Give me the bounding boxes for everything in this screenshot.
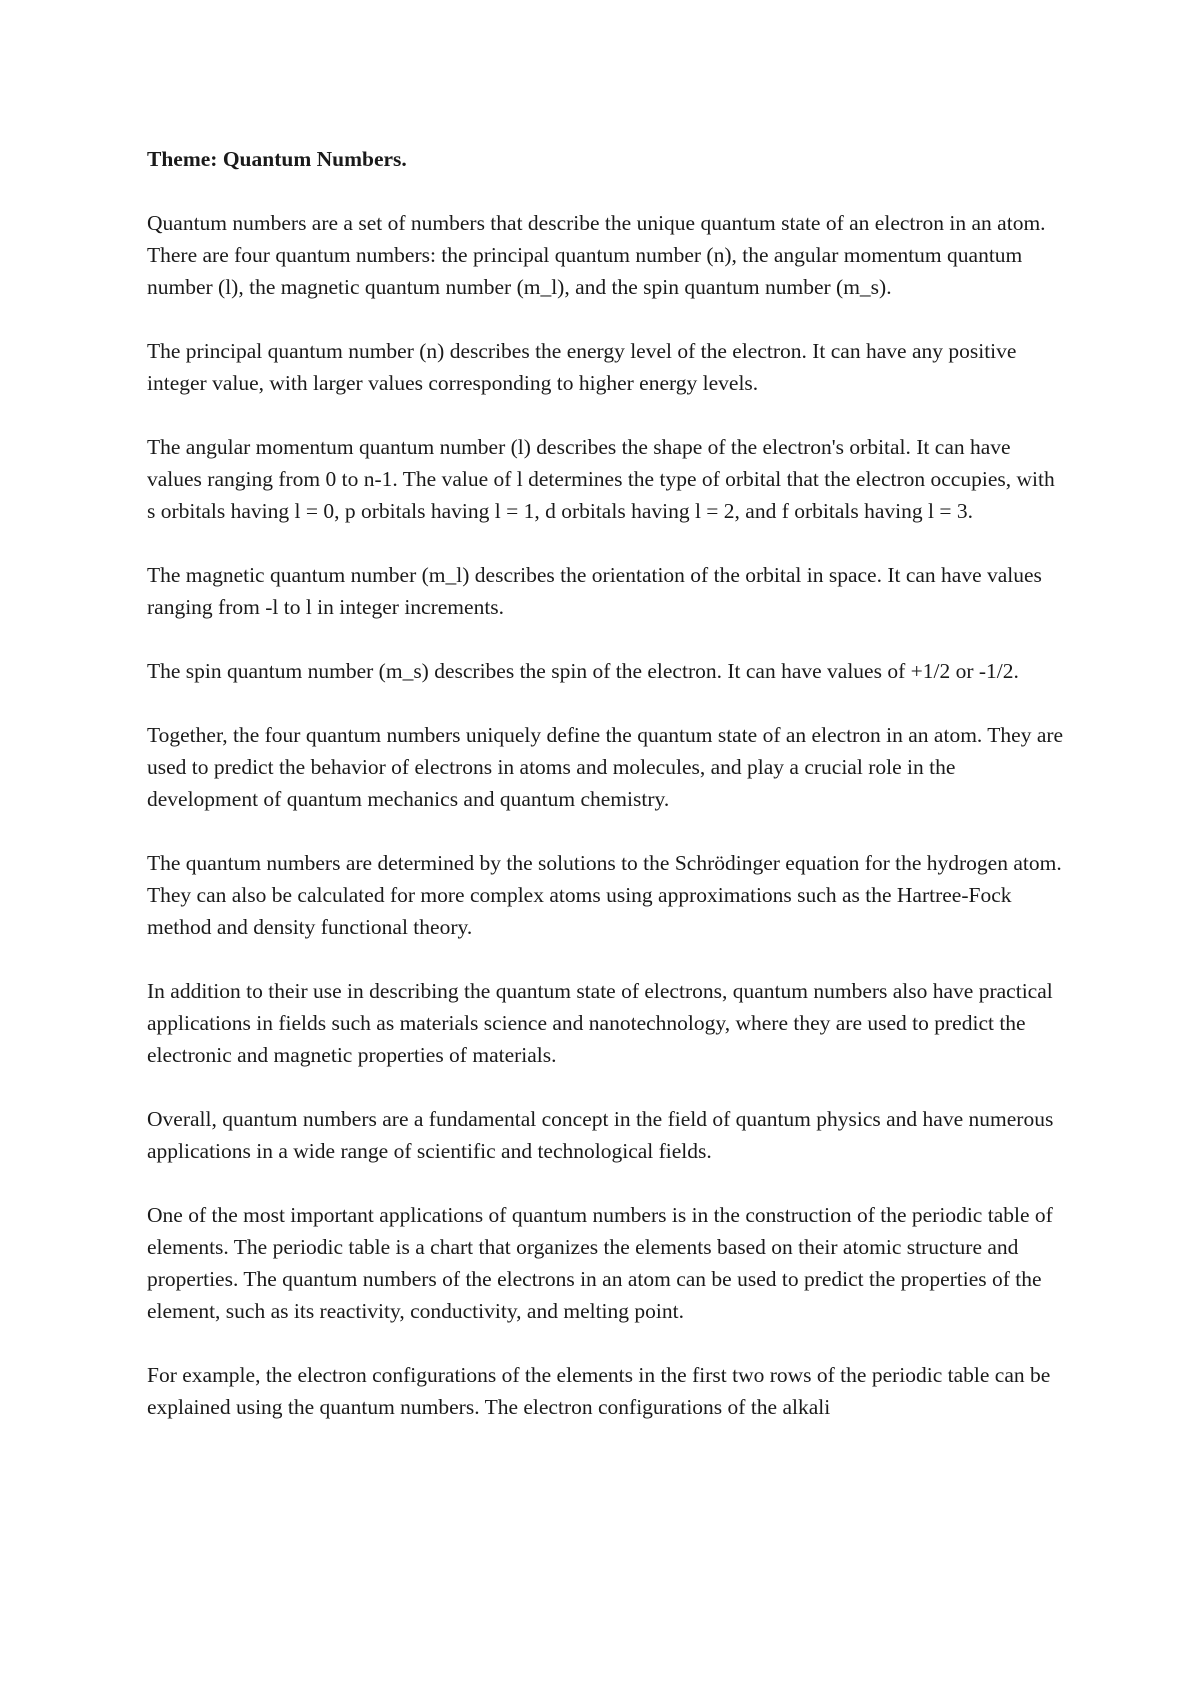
paragraph-schrodinger: The quantum numbers are determined by the solutions to the Schrödinger equation for the hydrogen atom. They can also be calculated for more complex atoms using approximations such as the Hartree-Fock method and density functional theory. [147,851,1062,939]
paragraph-spin: The spin quantum number (m_s) describes the spin of the electron. It can have values of +1/2 or -1/2. [147,659,1019,683]
document-body [147,143,1067,1423]
paragraph-intro: Quantum numbers are a set of numbers that describe the unique quantum state of an electron in an atom. There are four quantum numbers: the principal quantum number (n), the angular momentum quantum number (l), the magnetic quantum number (m_l), and the spin quantum number (m_s). [147,211,1046,299]
paragraph-together: Together, the four quantum numbers uniquely define the quantum state of an electron in an atom. They are used to predict the behavior of electrons in atoms and molecules, and play a crucial role in the development of quantum mechanics and quantum chemistry. [147,723,1064,811]
document-title: Theme: Quantum Numbers. [147,147,407,171]
paragraph-angular: The angular momentum quantum number (l) describes the shape of the electron's orbital. It can have values ranging from 0 to n-1. The value of l determines the type of orbital that the electron occupies, with s orbitals having l = 0, p orbitals having l = 1, d orbitals having l = 2, and f orbitals having l = 3. [147,435,1055,523]
paragraph-magnetic: The magnetic quantum number (m_l) describes the orientation of the orbital in space. It can have values ranging from -l to l in integer increments. [147,563,1042,619]
paragraph-applications: In addition to their use in describing the quantum state of electrons, quantum numbers also have practical applications in fields such as materials science and nanotechnology, where they are used to predict the electronic and magnetic properties of materials. [147,979,1053,1067]
paragraph-periodic-table: One of the most important applications of quantum numbers is in the construction of the periodic table of elements. The periodic table is a chart that organizes the elements based on their atomic structure and properties. The quantum numbers of the electrons in an atom can be used to predict the properties of the element, such as its reactivity, conductivity, and melting point. [147,1203,1053,1323]
paragraph-example: For example, the electron configurations of the elements in the first two rows of the periodic table can be explained using the quantum numbers. The electron configurations of the alkali [147,1363,1051,1419]
paragraph-overall: Overall, quantum numbers are a fundamental concept in the field of quantum physics and have numerous applications in a wide range of scientific and technological fields. [147,1107,1054,1163]
paragraph-principal: The principal quantum number (n) describes the energy level of the electron. It can have any positive integer value, with larger values corresponding to higher energy levels. [147,339,1017,395]
